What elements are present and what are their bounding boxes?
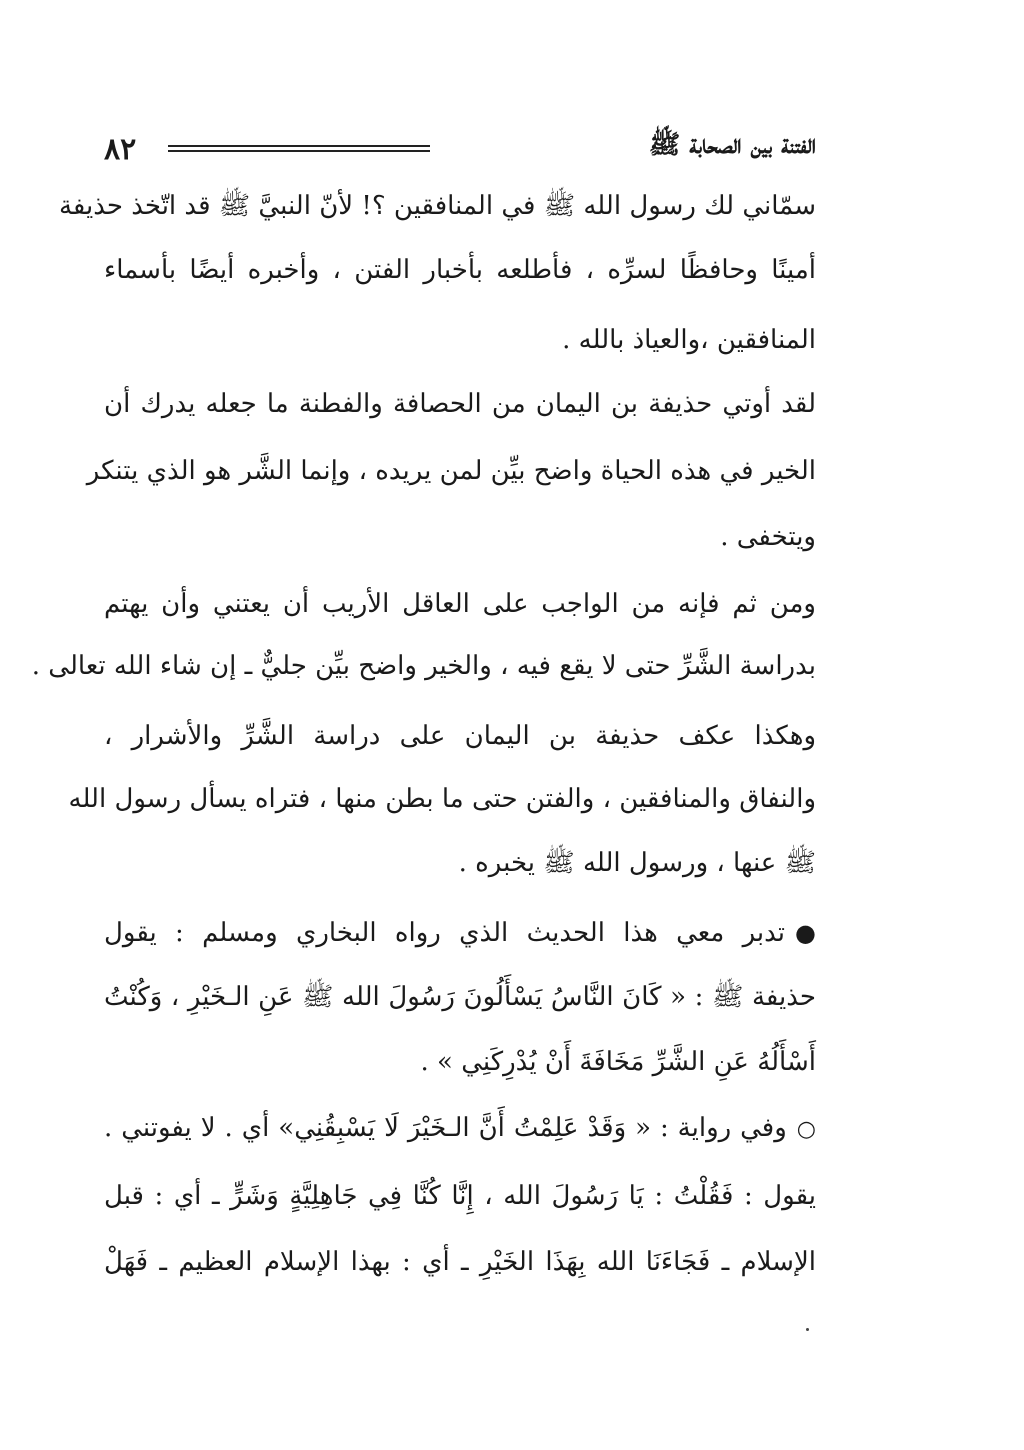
text-line: وهكذا عكف حذيفة بن اليمان على دراسة الشَّرِّ والأشرار ، — [104, 721, 816, 751]
text-line: أمينًا وحافظًا لسرِّه ، فأطلعه بأخبار الفتن ، وأخبره أيضًا بأسماء — [104, 255, 816, 285]
text-line: الإسلام ـ فَجَاءَنَا الله بِهَذَا الخَيْرِ ـ أي : بهذا الإسلام العظيم ـ فَهَلْ — [104, 1247, 816, 1277]
text-line: يقول : فَقُلْتُ : يَا رَسُولَ الله ، إِنَّا كُنَّا فِي جَاهِلِيَّةٍ وَشَرٍّ ـ أي : قبل — [104, 1181, 816, 1211]
text-line: ومن ثم فإنه من الواجب على العاقل الأريب أن يعتني وأن يهتم — [104, 589, 816, 619]
circle-marker: ○ — [796, 1117, 816, 1142]
text-line: أَسْأَلُهُ عَنِ الشَّرِّ مَخَافَةَ أَنْ يُدْرِكَنِي » . — [420, 1047, 816, 1077]
text-line: سمّاني لك رسول الله ﷺ في المنافقين ؟! لأنّ النبيَّ ﷺ قد اتّخذ حذيفة — [58, 191, 816, 221]
text-line: والنفاق والمنافقين ، والفتن حتى ما بطن منها ، فتراه يسأل رسول الله — [68, 784, 816, 814]
text-line: لقد أوتي حذيفة بن اليمان من الحصافة والفطنة ما جعله يدرك أن — [104, 389, 816, 419]
text-line: الخير في هذه الحياة واضح بيِّن لمن يريده ، وإنما الشَّر هو الذي يتنكر — [86, 456, 816, 486]
scan-speck — [806, 1328, 809, 1331]
text-line: حذيفة ﷺ : « كَانَ النَّاسُ يَسْأَلُونَ رَسُولَ الله ﷺ عَنِ الـخَيْرِ ، وَكُنْتُ — [104, 982, 816, 1012]
text-line: بدراسة الشَّرِّ حتى لا يقع فيه ، والخير واضح بيِّن جليٌّ ـ إن شاء الله تعالى . — [31, 651, 816, 681]
running-title: الفتنة بين الصحابة ﷺ — [648, 130, 816, 160]
circle-paragraph-line — [104, 1108, 816, 1150]
text-line: وفي رواية : « وَقَدْ عَلِمْتُ أَنَّ الـخَيْرَ لَا يَسْبِقُنِي» أي . لا يفوتني . — [104, 1113, 787, 1143]
text-line: ويتخفى . — [720, 522, 816, 552]
bullet-paragraph-line — [104, 913, 816, 953]
page-number: ٨٢ — [104, 132, 137, 167]
header-double-rule — [168, 145, 430, 152]
text-line: المنافقين ،والعياذ بالله . — [562, 325, 816, 355]
running-header — [104, 128, 816, 168]
text-line: ﷺ عنها ، ورسول الله ﷺ يخبره . — [458, 848, 816, 878]
text-line: تدبر معي هذا الحديث الذي رواه البخاري ومسلم : يقول — [104, 918, 786, 948]
bullet-marker: ● — [795, 919, 816, 947]
